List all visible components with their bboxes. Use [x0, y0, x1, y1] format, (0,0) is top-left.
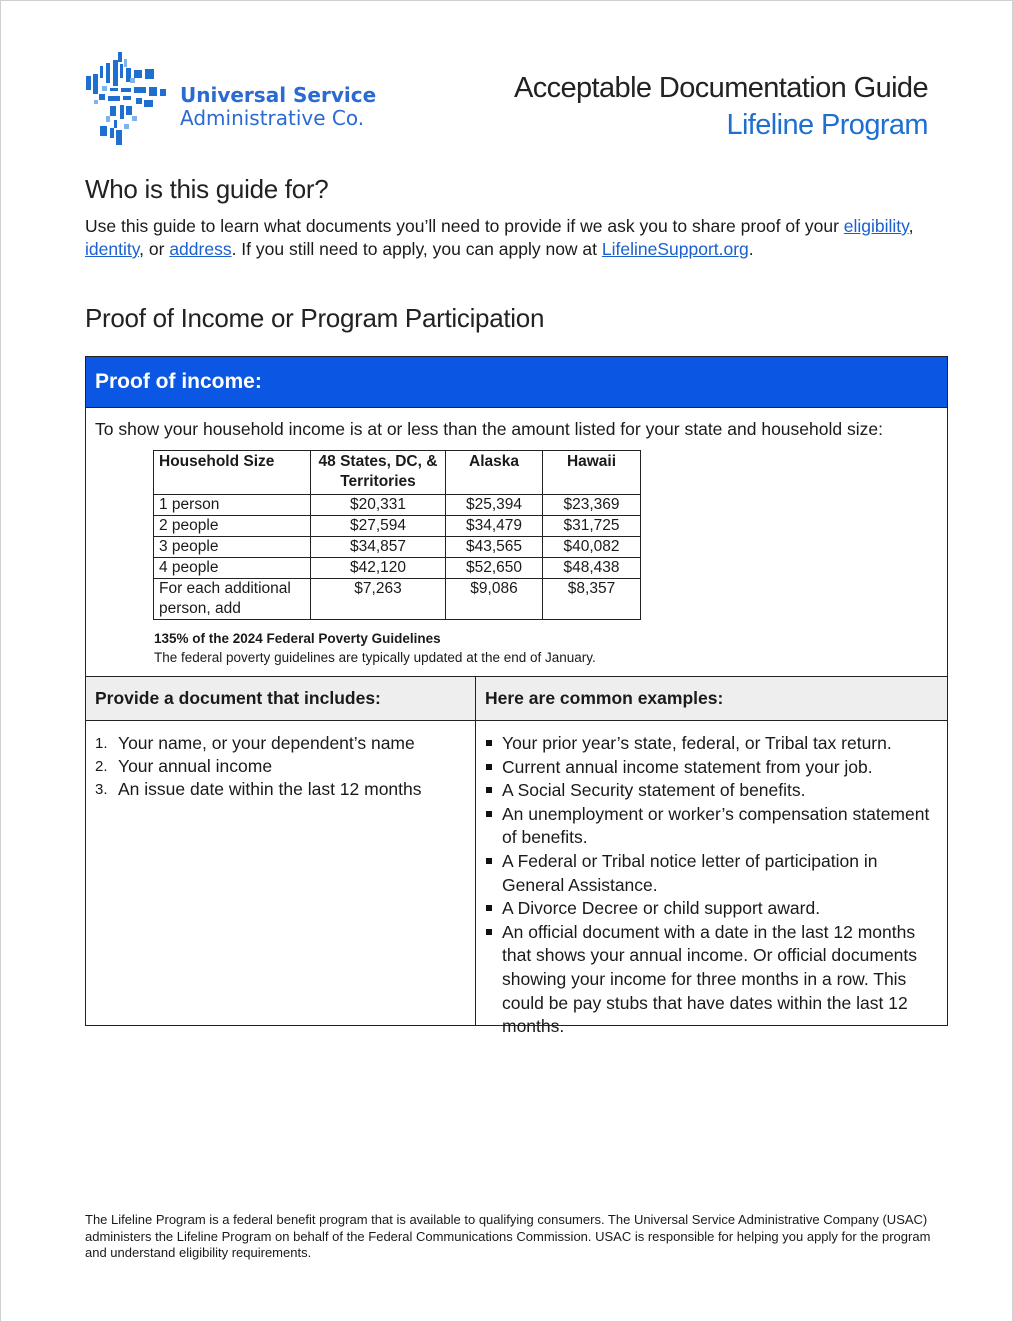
table-cell: 2 people	[154, 516, 311, 537]
table-cell: $43,565	[446, 537, 543, 558]
list-item: Current annual income statement from your job.	[485, 756, 935, 780]
poverty-guidelines-title: 135% of the 2024 Federal Poverty Guidelines	[154, 631, 441, 646]
table-cell: $52,650	[446, 558, 543, 579]
table-cell: 3 people	[154, 537, 311, 558]
document-requirements-section	[86, 676, 947, 1037]
table-cell: $31,725	[543, 516, 641, 537]
table-cell: $8,357	[543, 579, 641, 620]
list-item: A Federal or Tribal notice letter of participation in General Assistance.	[485, 850, 935, 897]
table-cell: $7,263	[311, 579, 446, 620]
table-cell: 1 person	[154, 495, 311, 516]
table-cell: $27,594	[311, 516, 446, 537]
column-header: Hawaii	[543, 451, 641, 495]
examples-heading: Here are common examples:	[476, 677, 947, 721]
proof-of-income-header: Proof of income:	[86, 357, 947, 408]
table-row	[154, 495, 641, 516]
table-cell: $23,369	[543, 495, 641, 516]
section-heading: Proof of Income or Program Participation	[85, 303, 545, 333]
footer-disclaimer: The Lifeline Program is a federal benefit program that is available to qualifying consumers. The Universal Service Administrative Company (USAC) administers the Lifeline Program on behalf of the Federal Communications Commission. USAC is responsible for helping you apply for the program and understand eligibility requirements.	[85, 1212, 931, 1260]
list-item: 3. An issue date within the last 12 months	[95, 779, 422, 799]
logo-wordmark	[180, 84, 376, 130]
intro-text-part: Use this guide to learn what documents you’ll need to provide if we ask you to share proof of your	[85, 216, 844, 236]
list-item-text: An issue date within the last 12 months	[118, 779, 422, 799]
identity-link[interactable]: identity	[85, 239, 140, 259]
list-item: 2. Your annual income	[95, 756, 273, 776]
list-item: An official document with a date in the last 12 months that shows your annual income. Or official documents showing your income for three months in a row. This could be pay stubs that have dates within the last 12 months.	[485, 921, 935, 1039]
intro-text-part: . If you still need to apply, you can apply now at	[231, 239, 602, 259]
list-item: A Social Security statement of benefits.	[485, 779, 935, 803]
table-cell: $34,857	[311, 537, 446, 558]
table-cell: $42,120	[311, 558, 446, 579]
list-item: Your prior year’s state, federal, or Tribal tax return.	[485, 732, 935, 756]
requirements-list	[95, 732, 422, 801]
table-header-row	[154, 451, 641, 495]
column-header: Household Size	[154, 451, 311, 495]
table-cell: $25,394	[446, 495, 543, 516]
who-intro-text	[85, 215, 925, 261]
list-item-text: Your name, or your dependent’s name	[118, 733, 415, 753]
income-limits-table	[153, 450, 641, 620]
table-row	[154, 516, 641, 537]
requirements-heading: Provide a document that includes:	[86, 677, 475, 721]
proof-of-income-box	[85, 356, 948, 1037]
column-header: Alaska	[446, 451, 543, 495]
income-intro-text: To show your household income is at or less than the amount listed for your state and household size:	[95, 419, 883, 439]
column-header: 48 States, DC, & Territories	[311, 451, 446, 495]
document-title	[514, 70, 928, 144]
list-item: An unemployment or worker’s compensation statement of benefits.	[485, 803, 935, 850]
table-row	[154, 579, 641, 620]
table-cell: $34,479	[446, 516, 543, 537]
who-heading: Who is this guide for?	[85, 174, 329, 204]
logo-line-1: Universal Service	[180, 83, 377, 107]
poverty-guidelines-note	[154, 629, 596, 667]
table-row	[154, 558, 641, 579]
address-link[interactable]: address	[169, 239, 232, 259]
document-title-program: Lifeline Program	[726, 109, 928, 141]
table-cell: $48,438	[543, 558, 641, 579]
table-cell: 4 people	[154, 558, 311, 579]
table-cell: $9,086	[446, 579, 543, 620]
table-cell: $40,082	[543, 537, 641, 558]
logo-line-2: Administrative Co.	[180, 106, 365, 130]
document-title-main: Acceptable Documentation Guide	[513, 72, 928, 104]
poverty-guidelines-text: The federal poverty guidelines are typically updated at the end of January.	[154, 650, 596, 665]
table-cell: For each additional person, add	[154, 579, 311, 620]
table-row	[154, 537, 641, 558]
list-item: A Divorce Decree or child support award.	[485, 897, 935, 921]
examples-column	[476, 677, 947, 1037]
lifelinesupport-link[interactable]: LifelineSupport.org	[601, 239, 749, 259]
intro-text-part: , or	[139, 239, 170, 259]
requirements-column	[86, 677, 476, 1026]
list-item: 1. Your name, or your dependent’s name	[95, 733, 415, 753]
intro-text-part: .	[748, 239, 754, 259]
examples-list	[485, 732, 935, 1039]
eligibility-link[interactable]: eligibility	[843, 216, 909, 236]
list-item-text: Your annual income	[118, 756, 273, 776]
intro-text-part: ,	[908, 216, 914, 236]
table-cell: $20,331	[311, 495, 446, 516]
